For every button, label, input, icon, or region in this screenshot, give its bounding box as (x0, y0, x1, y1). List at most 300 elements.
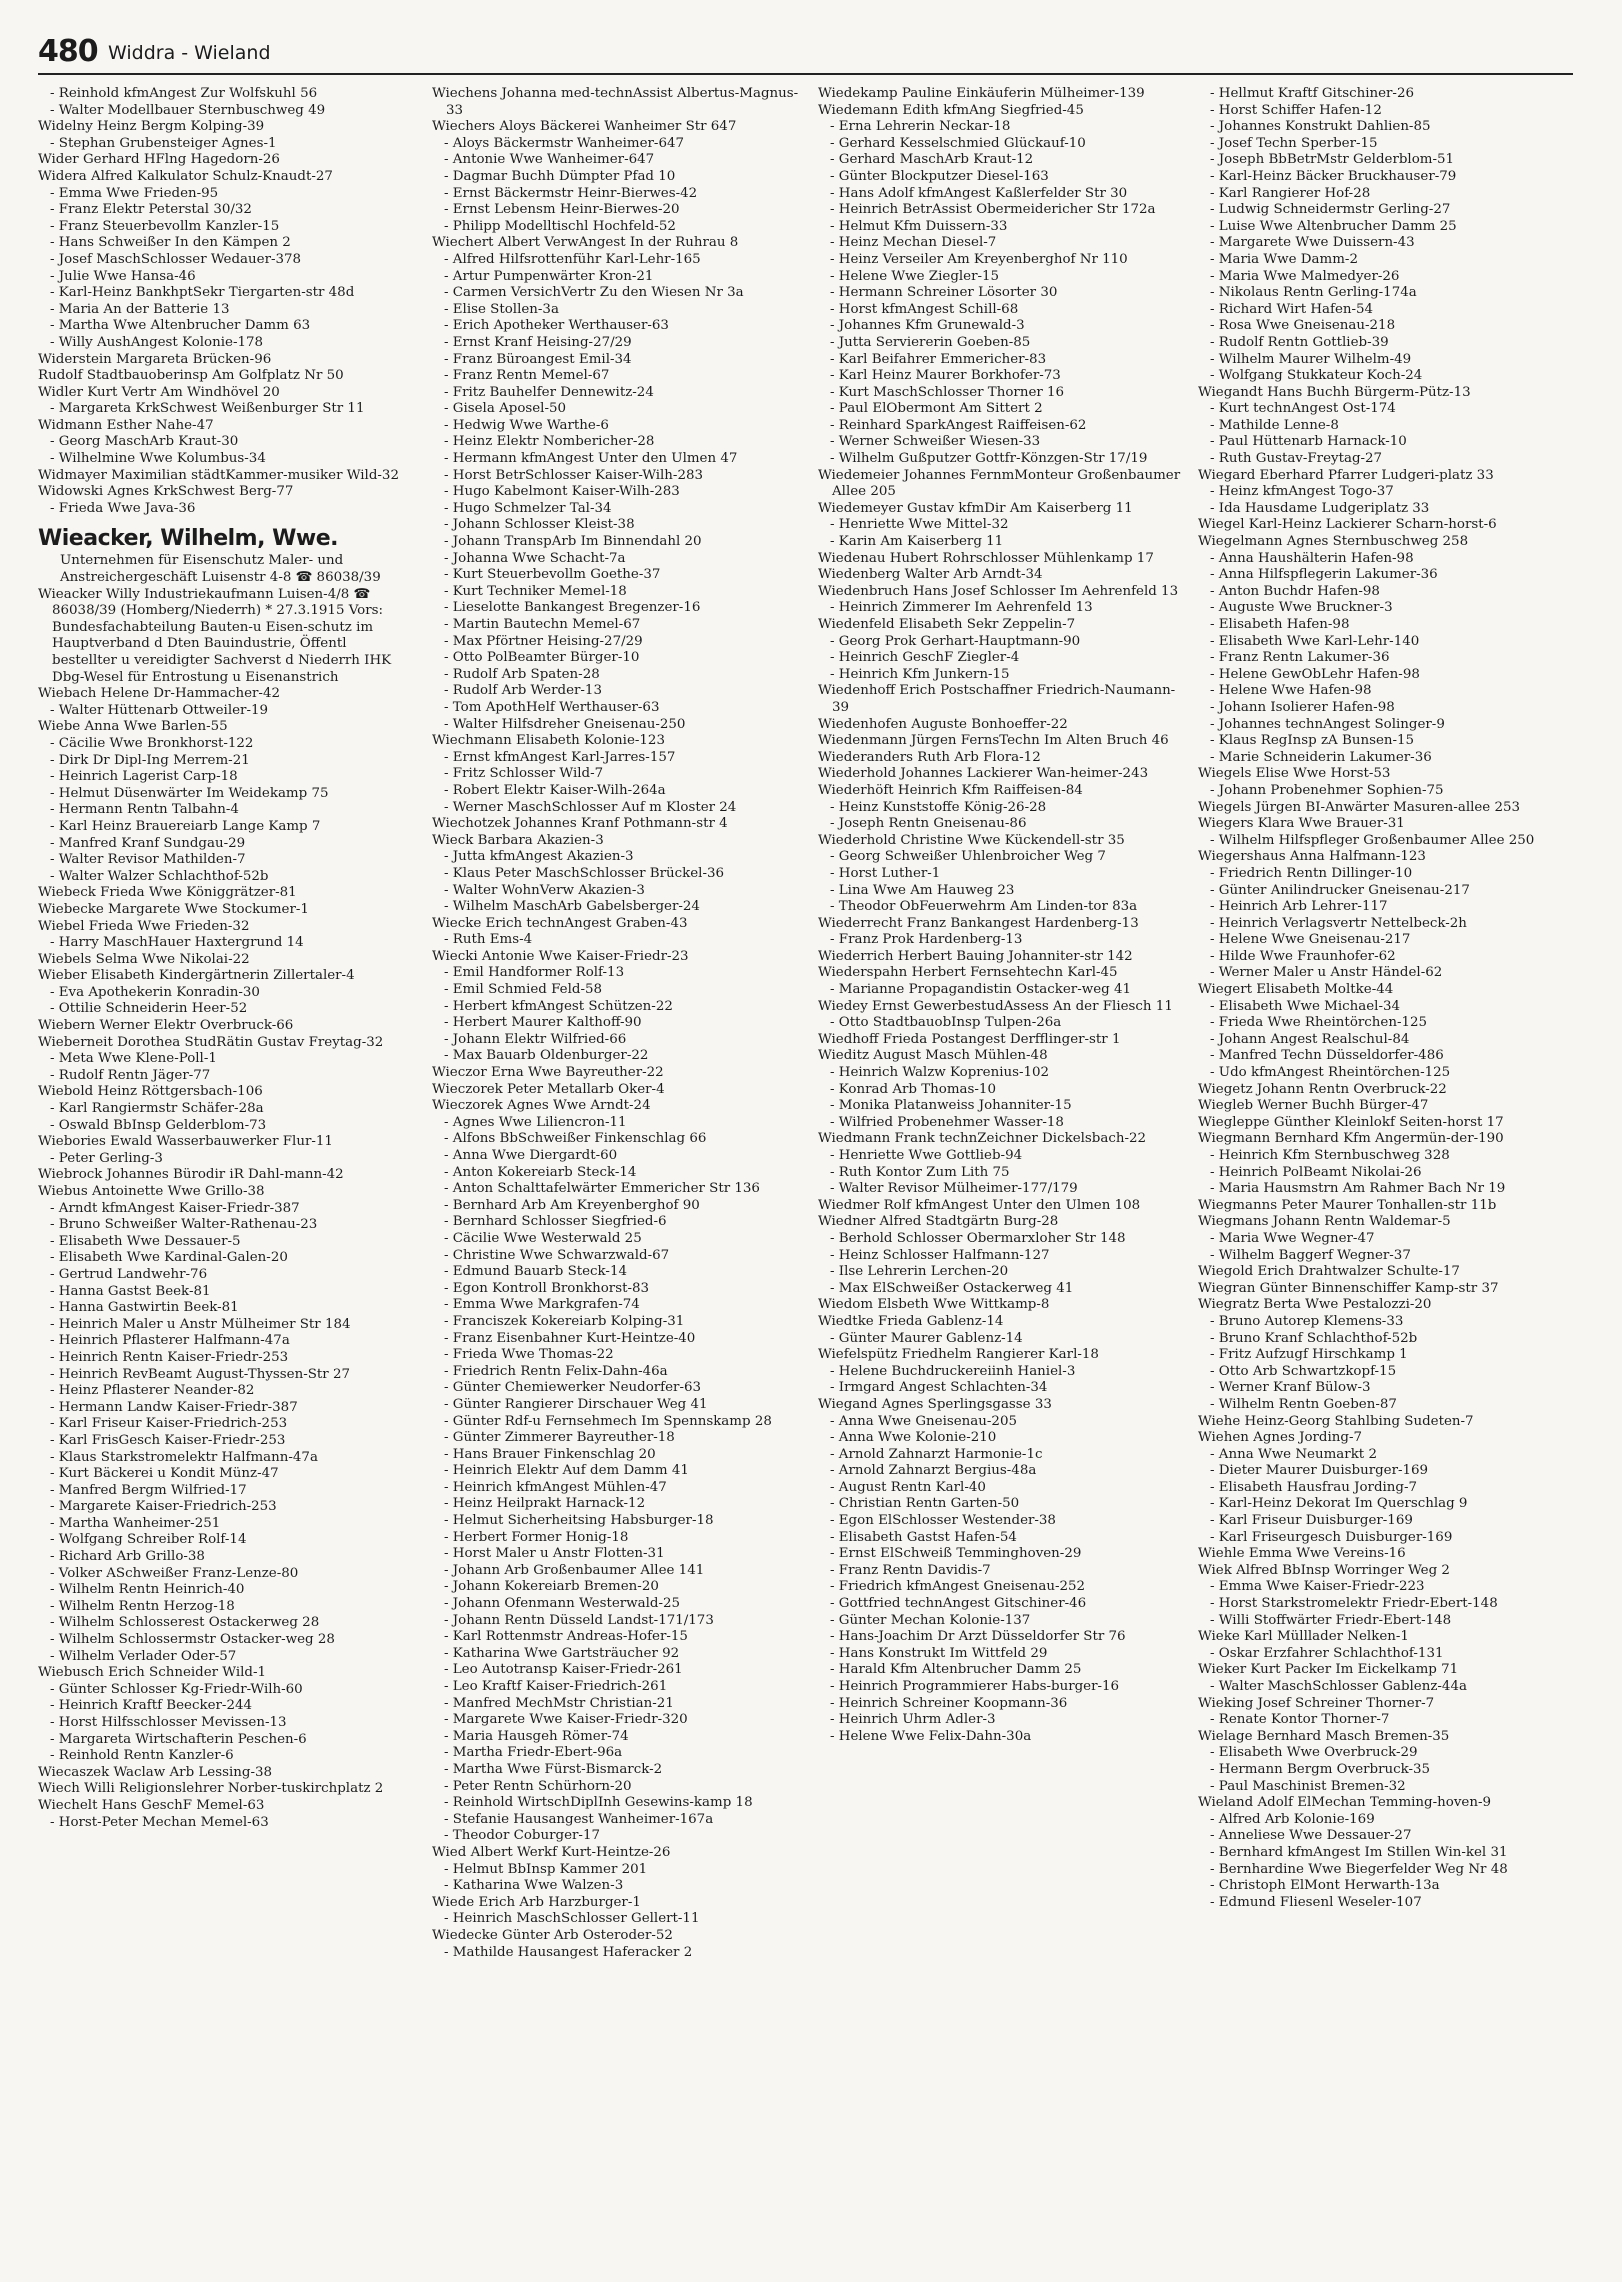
directory-entry: Wiederrich Herbert Bauing Johanniter-str 142 (818, 948, 1133, 964)
directory-entry: - Willy AushAngest Kolonie-178 (50, 334, 264, 350)
directory-entry: - Karl-Heinz Bäcker Bruckhauser-79 (1210, 168, 1457, 184)
directory-entry: - Martha Friedr-Ebert-96a (444, 1745, 623, 1761)
directory-entry: Wiederanders Ruth Arb Flora-12 (818, 749, 1041, 765)
directory-entry: - Leo Kraftf Kaiser-Friedrich-261 (444, 1679, 668, 1694)
directory-entry: Wiecki Antonie Wwe Kaiser-Friedr-23 (432, 948, 689, 964)
directory-entry: - Margarete Wwe Duissern-43 (1210, 235, 1415, 251)
directory-entry: - Heinz Elektr Nombericher-28 (444, 434, 655, 450)
directory-entry: - Dirk Dr Dipl-Ing Merrem-21 (50, 752, 250, 768)
directory-entry: - Gerhard MaschArb Kraut-12 (830, 152, 1034, 168)
directory-entry: - Klaus Peter MaschSchlosser Brückel-36 (444, 865, 725, 881)
directory-entry: - Auguste Wwe Bruckner-3 (1210, 600, 1393, 616)
directory-entry: - Walter Revisor Mülheimer-177/179 (830, 1181, 1078, 1197)
directory-entry: - Rudolf Arb Spaten-28 (444, 666, 600, 682)
directory-entry: - Horst Schiffer Hafen-12 (1210, 102, 1382, 118)
directory-entry: - August Rentn Karl-40 (830, 1479, 986, 1495)
directory-entry: - Julie Wwe Hansa-46 (50, 268, 196, 284)
directory-entry: - Heinrich Elektr Auf dem Damm 41 (444, 1463, 689, 1479)
directory-entry: - Heinrich Kraftf Beecker-244 (50, 1698, 253, 1714)
directory-entry: Wiegershaus Anna Halfmann-123 (1198, 849, 1426, 865)
directory-entry: - Hanna Gastwirtin Beek-81 (50, 1300, 239, 1316)
directory-entry: - Rudolf Rentn Gottlieb-39 (1210, 334, 1389, 350)
directory-entry: Wiebus Antoinette Wwe Grillo-38 (38, 1184, 265, 1199)
directory-entry: - Herbert Maurer Kalthoff-90 (444, 1015, 642, 1031)
directory-entry: - Karl Friseur Kaiser-Friedrich-253 (50, 1416, 288, 1432)
directory-entry: - Johann Ofenmann Westerwald-25 (444, 1596, 681, 1612)
directory-entry: - Otto StadtbauobInsp Tulpen-26a (830, 1015, 1062, 1031)
directory-entry: - Karl Heinz Maurer Borkhofer-73 (830, 368, 1061, 384)
directory-entry: - Martin Bautechn Memel-67 (444, 617, 641, 632)
directory-entry: - Heinrich Uhrm Adler-3 (830, 1712, 996, 1728)
directory-entry: - Anton Buchdr Hafen-98 (1210, 583, 1380, 599)
directory-entry: - Paul Maschinist Bremen-32 (1210, 1778, 1406, 1794)
directory-entry: Wiedenfeld Elisabeth Sekr Zeppelin-7 (818, 617, 1076, 632)
directory-entry: - Anton Schalttafelwärter Emmericher Str 136 (444, 1181, 760, 1197)
directory-entry: - Wilhelm Baggerf Wegner-37 (1210, 1247, 1411, 1263)
directory-entry: - Otto PolBeamter Bürger-10 (444, 650, 640, 666)
directory-entry: Wiegers Klara Wwe Brauer-31 (1198, 816, 1405, 832)
directory-entry: - Franz Rentn Lakumer-36 (1210, 650, 1390, 666)
directory-entry: - Erna Lehrerin Neckar-18 (830, 119, 1011, 135)
directory-entry: - Hans Adolf kfmAngest Kaßlerfelder Str 30 (830, 185, 1128, 201)
directory-entry: - Rosa Wwe Gneisenau-218 (1210, 318, 1396, 334)
directory-entry: Wiegratz Berta Wwe Pestalozzi-20 (1198, 1297, 1432, 1313)
directory-entry: - Günter Rangierer Dirschauer Weg 41 (444, 1396, 708, 1412)
directory-entry: - Hanna Gastst Beek-81 (50, 1283, 211, 1299)
directory-entry: - Franz Rentn Memel-67 (444, 368, 610, 384)
directory-entry: - Wilhelm MaschArb Gabelsberger-24 (444, 899, 700, 915)
directory-entry: - Johann TranspArb Im Binnendahl 20 (444, 534, 702, 550)
directory-entry: - Horst Maler u Anstr Flotten-31 (444, 1546, 665, 1562)
directory-entry: - Christian Rentn Garten-50 (830, 1496, 1020, 1512)
directory-entry: - Heinrich MaschSchlosser Gellert-11 (444, 1911, 700, 1927)
directory-entry: - Peter Gerling-3 (50, 1150, 163, 1166)
directory-entry: - Kurt Bäckerei u Kondit Münz-47 (50, 1466, 279, 1482)
directory-entry: Wiede Erich Arb Harzburger-1 (432, 1894, 641, 1910)
directory-entry: - Horst BetrSchlosser Kaiser-Wilh-283 (444, 467, 704, 483)
directory-entry: - Heinrich RevBeamt August-Thyssen-Str 27 (50, 1366, 350, 1382)
directory-entry: Wiegand Agnes Sperlingsgasse 33 (818, 1396, 1052, 1412)
directory-entry: - Gottfried technAngest Gitschiner-46 (830, 1596, 1087, 1612)
directory-entry: - Bruno Autorep Klemens-33 (1210, 1313, 1404, 1329)
directory-entry: - Marianne Propagandistin Ostacker-weg 41 (830, 982, 1131, 998)
directory-entry: Wiedemeyer Gustav kfmDir Am Kaiserberg 11 (818, 500, 1133, 516)
directory-entry: - Anneliese Wwe Dessauer-27 (1210, 1828, 1412, 1844)
directory-entry: - Helmut Kfm Duissern-33 (830, 218, 1008, 234)
directory-entry: Wiedenberg Walter Arb Arndt-34 (818, 567, 1043, 583)
directory-entry: - Volker ASchweißer Franz-Lenze-80 (50, 1565, 299, 1581)
directory-entry: Wiegmann Bernhard Kfm Angermün-der-190 (1198, 1131, 1504, 1147)
directory-entry: - Tom ApothHelf Werthauser-63 (444, 699, 660, 715)
directory-entry: - Klaus RegInsp zA Bunsen-15 (1210, 733, 1415, 749)
directory-entry: Wiechelt Hans GeschF Memel-63 (38, 1797, 265, 1813)
directory-entry: - Manfred Bergm Wilfried-17 (50, 1482, 247, 1498)
directory-entry: - Monika Platanweiss Johanniter-15 (830, 1098, 1072, 1114)
directory-entry: Wider Gerhard HFlng Hagedorn-26 (38, 152, 280, 168)
directory-entry: - Kurt Techniker Memel-18 (444, 583, 627, 599)
directory-entry: Wiebach Helene Dr-Hammacher-42 (38, 686, 280, 702)
directory-entry: Wiedecke Günter Arb Osteroder-52 (432, 1927, 673, 1943)
directory-entry: - Aloys Bäckermstr Wanheimer-647 (444, 135, 685, 151)
directory-entry: - Frieda Wwe Rheintörchen-125 (1210, 1015, 1428, 1031)
directory-entry: Wiedtke Frieda Gablenz-14 (818, 1313, 1004, 1329)
directory-entry: - Kurt Steuerbevollm Goethe-37 (444, 567, 661, 583)
directory-entry: - Paul Hüttenarb Harnack-10 (1210, 434, 1407, 450)
directory-entry: - Josef Techn Sperber-15 (1210, 135, 1378, 151)
directory-entry: - Anna Hilfspflegerin Lakumer-36 (1210, 567, 1438, 583)
directory-entry: - Walter Modellbauer Sternbuschweg 49 (50, 102, 326, 118)
directory-entry: - Frieda Wwe Thomas-22 (444, 1347, 614, 1363)
directory-entry: - Wilhelm Maurer Wilhelm-49 (1210, 351, 1412, 367)
directory-entry: - Heinrich Rentn Kaiser-Friedr-253 (50, 1349, 289, 1365)
directory-entry: - Johann Elektr Wilfried-66 (444, 1031, 627, 1047)
directory-entry: - Günter Rdf-u Fernsehmech Im Spennskamp 28 (444, 1413, 772, 1429)
directory-entry: - Gertrud Landwehr-76 (50, 1266, 208, 1282)
directory-entry: Wiebusch Erich Schneider Wild-1 (38, 1665, 267, 1681)
directory-entry: Wiedenhoff Erich Postschaffner Friedrich-Naumann-39 (818, 683, 1176, 715)
directory-entry: Wieking Josef Schreiner Thorner-7 (1198, 1695, 1435, 1711)
directory-entry: - Meta Wwe Klene-Poll-1 (50, 1051, 217, 1067)
directory-entry: - Walter Revisor Mathilden-7 (50, 852, 246, 868)
directory-entry: - Lieselotte Bankangest Bregenzer-16 (444, 600, 701, 616)
directory-entry: - Margarete Kaiser-Friedrich-253 (50, 1499, 277, 1515)
directory-entry: - Edmund Bauarb Steck-14 (444, 1264, 627, 1280)
directory-entry: - Franz Rentn Davidis-7 (830, 1562, 991, 1578)
directory-entry: Wiech Willi Religionslehrer Norber-tuskirchplatz 2 (38, 1781, 384, 1797)
directory-entry: - Johann Isolierer Hafen-98 (1210, 699, 1395, 715)
directory-entry: - Elisabeth Wwe Karl-Lehr-140 (1210, 633, 1420, 649)
directory-entry: - Wolfgang Stukkateur Koch-24 (1210, 368, 1423, 384)
directory-entry: - Josef MaschSchlosser Wedauer-378 (50, 251, 302, 267)
directory-entry: - Wilhelm Schlosserest Ostackerweg 28 (50, 1615, 320, 1631)
directory-entry: Wiegels Jürgen BI-Anwärter Masuren-allee 253 (1198, 799, 1521, 815)
directory-entry: - Anna Wwe Diergardt-60 (444, 1148, 618, 1163)
directory-entry: - Ernst ElSchweiß Temminghoven-29 (830, 1546, 1082, 1562)
directory-entry: - Lina Wwe Am Hauweg 23 (830, 882, 1015, 898)
directory-entry: - Karl Friseurgesch Duisburger-169 (1210, 1529, 1453, 1545)
directory-entry: - Johanna Wwe Schacht-7a (444, 550, 626, 566)
directory-entry: - Walter Walzer Schlachthof-52b (50, 868, 269, 884)
directory-entry: - Heinrich GeschF Ziegler-4 (830, 650, 1020, 666)
page-header (38, 34, 1573, 74)
directory-entry: - Ottilie Schneiderin Heer-52 (50, 1001, 248, 1017)
directory-entry: Wiebories Ewald Wasserbauwerker Flur-11 (38, 1134, 333, 1150)
directory-entry: - Maria Wwe Damm-2 (1210, 251, 1358, 267)
directory-entry: - Johann Probenehmer Sophien-75 (1210, 782, 1444, 798)
directory-entry: - Johann Angest Realschul-84 (1210, 1031, 1410, 1047)
directory-entry: - Günter Schlosser Kg-Friedr-Wilh-60 (50, 1681, 303, 1697)
directory-entry: - Karl Heinz Brauereiarb Lange Kamp 7 (50, 818, 321, 834)
directory-entry: - Antonie Wwe Wanheimer-647 (444, 152, 655, 168)
directory-entry: Wiecke Erich technAngest Graben-43 (432, 915, 688, 931)
directory-entry: - Heinrich Programmierer Habs-burger-16 (830, 1679, 1120, 1694)
directory-entry: - Harald Kfm Altenbrucher Damm 25 (830, 1662, 1082, 1678)
directory-entry: - Manfred Kranf Sundgau-29 (50, 835, 246, 851)
directory-entry: - Franz Elektr Peterstal 30/32 (50, 202, 252, 218)
directory-entry: - Fritz Schlosser Wild-7 (444, 766, 604, 782)
directory-entry: - Elisabeth Wwe Michael-34 (1210, 998, 1401, 1014)
directory-entry: Wiechert Albert VerwAngest In der Ruhrau 8 (432, 235, 739, 251)
directory-entry: - Helmut BbInsp Kammer 201 (444, 1861, 648, 1877)
directory-entry: - Paul ElObermont Am Sittert 2 (830, 401, 1043, 417)
directory-entry: - Bernhardine Wwe Biegerfelder Weg Nr 48 (1210, 1861, 1508, 1877)
directory-entry: Wieczor Erna Wwe Bayreuther-22 (432, 1065, 664, 1081)
directory-entry: - Johannes Kfm Grunewald-3 (830, 318, 1025, 334)
directory-entry: Wiedemeier Johannes FernmMonteur Großenbaumer Allee 205 (818, 467, 1181, 500)
directory-entry: - Margareta Wirtschafterin Peschen-6 (50, 1731, 307, 1747)
directory-entry: Wiederrecht Franz Bankangest Hardenberg-13 (818, 915, 1139, 931)
directory-entry: - Joseph BbBetrMstr Gelderblom-51 (1210, 152, 1455, 168)
directory-entry: - Arnold Zahnarzt Harmonie-1c (830, 1446, 1043, 1462)
directory-entry: - Horst Hilfsschlosser Mevissen-13 (50, 1715, 287, 1730)
directory-entry: - Wilhelm Rentn Goeben-87 (1210, 1396, 1397, 1412)
directory-entry: - Wilhelm Gußputzer Gottfr-Könzgen-Str 17/19 (830, 451, 1148, 467)
directory-entry: Wiegetz Johann Rentn Overbruck-22 (1198, 1081, 1447, 1097)
directory-entry: - Eva Apothekerin Konradin-30 (50, 984, 260, 1000)
directory-entry: - Dagmar Buchh Dümpter Pfad 10 (444, 168, 676, 184)
directory-entry: - Artur Pumpenwärter Kron-21 (444, 268, 654, 284)
directory-entry: - Günter Blockputzer Diesel-163 (830, 168, 1049, 184)
directory-entry: Wiedner Alfred Stadtgärtn Burg-28 (818, 1214, 1059, 1230)
directory-entry: - Heinrich Zimmerer Im Aehrenfeld 13 (830, 600, 1093, 616)
directory-entry: - Helene Buchdruckereiinh Haniel-3 (830, 1363, 1076, 1379)
directory-entry: - Horst Starkstromelektr Friedr-Ebert-148 (1210, 1596, 1498, 1612)
directory-entry: Wieczorek Agnes Wwe Arndt-24 (432, 1098, 651, 1114)
directory-entry: - Ernst Lebensm Heinr-Bierwes-20 (444, 202, 680, 218)
directory-entry: - Hellmut Kraftf Gitschiner-26 (1210, 86, 1414, 101)
directory-entry: - Franz Eisenbahner Kurt-Heintze-40 (444, 1330, 696, 1346)
directory-entry: - Werner Kranf Bülow-3 (1210, 1380, 1371, 1396)
directory-entry: - Werner MaschSchlosser Auf m Kloster 24 (444, 799, 737, 815)
directory-entry: - Werner Maler u Anstr Händel-62 (1210, 965, 1443, 981)
directory-entry: - Herbert Former Honig-18 (444, 1529, 629, 1545)
directory-entry: Rudolf Stadtbauoberinsp Am Golfplatz Nr 50 (38, 368, 344, 384)
directory-entry: Widerstein Margareta Brücken-96 (38, 351, 272, 367)
directory-entry: - Cäcilie Wwe Westerwald 25 (444, 1230, 642, 1246)
directory-entry: Wiechers Aloys Bäckerei Wanheimer Str 647 (432, 119, 737, 135)
directory-entry: - Franz Büroangest Emil-34 (444, 351, 632, 367)
directory-entry: - Marie Schneiderin Lakumer-36 (1210, 749, 1432, 765)
directory-entry: - Luise Wwe Altenbrucher Damm 25 (1210, 218, 1457, 234)
directory-entry: - Ida Hausdame Ludgeriplatz 33 (1210, 500, 1430, 516)
directory-entry: Wiegandt Hans Buchh Bürgerm-Pütz-13 (1198, 384, 1471, 400)
directory-entry: Wiefelspütz Friedhelm Rangierer Karl-18 (818, 1347, 1099, 1363)
directory-entry: - Anna Haushälterin Hafen-98 (1210, 550, 1414, 566)
directory-entry: Wiedom Elsbeth Wwe Wittkamp-8 (818, 1297, 1050, 1313)
directory-entry: - Karl Friseur Duisburger-169 (1210, 1513, 1413, 1529)
header-divider (38, 73, 1573, 75)
directory-entry: - Heinrich Kfm Sternbuschweg 328 (1210, 1148, 1450, 1163)
directory-entry: - Henriette Wwe Gottlieb-94 (830, 1148, 1023, 1163)
directory-entry: Widelny Heinz Bergm Kolping-39 (38, 119, 265, 135)
directory-entry: Widowski Agnes KrkSchwest Berg-77 (38, 484, 294, 500)
directory-entry: - Max Bauarb Oldenburger-22 (444, 1048, 649, 1064)
directory-entry: Widmayer Maximilian städtKammer-musiker Wild-32 (38, 467, 399, 483)
directory-entry: - Johannes Konstrukt Dahlien-85 (1210, 119, 1431, 135)
directory-entry: Wiebecke Margarete Wwe Stockumer-1 (38, 901, 309, 917)
directory-column-3 (818, 86, 1190, 2266)
directory-entry: - Alfred Arb Kolonie-169 (1210, 1811, 1375, 1827)
directory-entry: Wieacker, Wilhelm, Wwe. (38, 526, 338, 552)
directory-entry: - Maria Hausgeh Römer-74 (444, 1728, 629, 1744)
directory-entry: Wiebold Heinz Röttgersbach-106 (38, 1084, 263, 1100)
directory-entry: - Alfons BbSchweißer Finkenschlag 66 (444, 1131, 707, 1147)
directory-entry: - Harry MaschHauer Haxtergrund 14 (50, 935, 304, 951)
directory-entry: - Fritz Bauhelfer Dennewitz-24 (444, 384, 654, 400)
directory-entry: Wieacker Willy Industriekaufmann Luisen-4/8 ☎ 86038/39 (Homberg/Niederrh) * 27.3.1915 Vors: Bundesfachabteilung Bauten-u Eisen-schutz im Hauptverband d Dten Bauindustrie, Öffentl bestellter u vereidigter Sachverst d Niederrh IHK Dbg-Wesel für Entrostung u Eisenanstrich (38, 586, 392, 685)
directory-entry: - Georg Prok Gerhart-Hauptmann-90 (830, 633, 1081, 649)
directory-entry: - Franz Steuerbevollm Kanzler-15 (50, 218, 280, 234)
directory-entry: - Karl-Heinz BankhptSekr Tiergarten-str 48d (50, 285, 355, 301)
directory-entry: - Berhold Schlosser Obermarxloher Str 148 (830, 1230, 1126, 1246)
directory-entry: - Elisabeth Hafen-98 (1210, 617, 1350, 632)
directory-entry: Wiedemann Edith kfmAng Siegfried-45 (818, 102, 1084, 118)
directory-entry: - Heinrich Walzw Koprenius-102 (830, 1065, 1050, 1081)
directory-entry: - Theodor ObFeuerwehrm Am Linden-tor 83a (830, 899, 1138, 915)
directory-entry: Wiedey Ernst GewerbestudAssess An der Fliesch 11 (818, 998, 1173, 1014)
directory-entry: Wiegmans Johann Rentn Waldemar-5 (1198, 1214, 1451, 1230)
directory-entry: - Johannes technAngest Solinger-9 (1210, 716, 1445, 732)
directory-entry: - Helmut Sicherheitsing Habsburger-18 (444, 1513, 714, 1529)
directory-entry: Wiegard Eberhard Pfarrer Ludgeri-platz 33 (1198, 467, 1494, 483)
directory-entry: - Heinrich PolBeamt Nikolai-26 (1210, 1164, 1422, 1180)
directory-entry: Wiek Alfred BbInsp Worringer Weg 2 (1198, 1562, 1450, 1578)
directory-entry: - Katharina Wwe Walzen-3 (444, 1878, 624, 1894)
directory-entry: - Martha Wwe Fürst-Bismarck-2 (444, 1761, 663, 1777)
directory-entry: - Maria An der Batterie 13 (50, 301, 230, 317)
directory-entry: - Richard Wirt Hafen-54 (1210, 301, 1374, 317)
directory-entry: - Bruno Kranf Schlachthof-52b (1210, 1330, 1418, 1346)
directory-entry: Wiedenbruch Hans Josef Schlosser Im Aehrenfeld 13 (818, 583, 1179, 599)
directory-entry: - Johann Schlosser Kleist-38 (444, 517, 635, 533)
directory-entry: Wiegmanns Peter Maurer Tonhallen-str 11b (1198, 1197, 1497, 1213)
directory-entry: - Helmut Düsenwärter Im Weidekamp 75 (50, 785, 329, 801)
page-range-title: Widdra - Wieland (108, 42, 271, 64)
directory-entry: - Bruno Schweißer Walter-Rathenau-23 (50, 1217, 318, 1233)
directory-entry: Wiegleppe Günther Kleinlokf Seiten-horst 17 (1198, 1114, 1504, 1130)
directory-entry: - Günter Mechan Kolonie-137 (830, 1612, 1031, 1628)
directory-entry: Wieker Kurt Packer Im Eickelkamp 71 (1198, 1662, 1459, 1678)
directory-entry: - Jutta kfmAngest Akazien-3 (444, 849, 634, 865)
directory-entry: Wiebels Selma Wwe Nikolai-22 (38, 951, 250, 967)
directory-entry: - Heinrich Kfm Junkern-15 (830, 666, 1010, 682)
directory-entry: - Martha Wanheimer-251 (50, 1515, 221, 1531)
directory-entry: - Maria Hausmstrn Am Rahmer Bach Nr 19 (1210, 1181, 1506, 1197)
directory-entry: - Hedwig Wwe Warthe-6 (444, 417, 609, 433)
directory-entry: Wiedenmann Jürgen FernsTechn Im Alten Bruch 46 (818, 733, 1169, 749)
directory-entry: Wiedenau Hubert Rohrschlosser Mühlenkamp 17 (818, 550, 1154, 566)
directory-entry: Unternehmen für Eisenschutz Maler- und Anstreichergeschäft Luisenstr 4-8 ☎ 86038/39 (60, 553, 381, 586)
directory-entry: Widler Kurt Vertr Am Windhövel 20 (38, 384, 280, 400)
directory-entry: - Heinz Schlosser Halfmann-127 (830, 1247, 1050, 1263)
directory-entry: Wiederhold Christine Wwe Kückendell-str 35 (818, 832, 1125, 848)
directory-entry: - Hugo Schmelzer Tal-34 (444, 500, 612, 516)
directory-entry: - Joseph Rentn Gneisenau-86 (830, 816, 1027, 832)
directory-entry: - Anton Kokereiarb Steck-14 (444, 1164, 637, 1180)
directory-column-1 (38, 86, 410, 2266)
directory-entry: - Ernst Bäckermstr Heinr-Bierwes-42 (444, 185, 698, 201)
directory-entry: - Hugo Kabelmont Kaiser-Wilh-283 (444, 484, 680, 500)
directory-entry: - Emil Handformer Rolf-13 (444, 965, 625, 981)
directory-entry: - Christoph ElMont Herwarth-13a (1210, 1878, 1440, 1894)
directory-entry: - Hermann Rentn Talbahn-4 (50, 802, 239, 818)
directory-entry: - Heinz Pflasterer Neander-82 (50, 1383, 255, 1399)
directory-entry: Wiedekamp Pauline Einkäuferin Mülheimer-139 (818, 86, 1145, 101)
directory-entry: - Stephan Grubensteiger Agnes-1 (50, 135, 277, 151)
directory-entry: - Ruth Gustav-Freytag-27 (1210, 451, 1383, 467)
directory-entry: - Franz Prok Hardenberg-13 (830, 932, 1023, 948)
directory-entry: - Egon Kontroll Bronkhorst-83 (444, 1280, 650, 1296)
directory-entry: - Agnes Wwe Liliencron-11 (444, 1114, 627, 1130)
directory-entry: - Rudolf Rentn Jäger-77 (50, 1067, 211, 1083)
directory-entry: Wiechens Johanna med-technAssist Albertus-Magnus-33 (432, 86, 799, 118)
directory-entry: Wied Albert Werkf Kurt-Heintze-26 (432, 1844, 671, 1860)
directory-entry: - Johann Kokereiarb Bremen-20 (444, 1579, 659, 1595)
directory-entry: - Ruth Kontor Zum Lith 75 (830, 1164, 1010, 1180)
directory-entry: - Walter Hilfsdreher Gneisenau-250 (444, 716, 686, 732)
directory-entry: - Kurt MaschSchlosser Thorner 16 (830, 384, 1065, 400)
directory-entry: - Werner Schweißer Wiesen-33 (830, 434, 1041, 450)
directory-entry: - Georg MaschArb Kraut-30 (50, 434, 239, 450)
directory-entry: - Herbert kfmAngest Schützen-22 (444, 998, 673, 1014)
directory-entry: - Heinz Mechan Diesel-7 (830, 235, 997, 251)
directory-entry: - Emma Wwe Frieden-95 (50, 185, 219, 201)
directory-entry: - Alfred Hilfsrottenführ Karl-Lehr-165 (444, 251, 701, 267)
directory-entry: Wiehle Emma Wwe Vereins-16 (1198, 1546, 1406, 1562)
directory-column-4 (1198, 86, 1570, 2266)
directory-entry: - Hans-Joachim Dr Arzt Düsseldorfer Str 76 (830, 1629, 1126, 1645)
directory-entry: - Philipp Modelltischl Hochfeld-52 (444, 218, 676, 234)
directory-entry: - Bernhard kfmAngest Im Stillen Win-kel 31 (1210, 1844, 1508, 1860)
directory-entry: - Gerhard Kesselschmied Glückauf-10 (830, 135, 1086, 151)
directory-entry: Wiedmann Frank technZeichner Dickelsbach-22 (818, 1131, 1147, 1147)
directory-entry: - Ilse Lehrerin Lerchen-20 (830, 1264, 1009, 1280)
directory-entry: - Richard Arb Grillo-38 (50, 1549, 205, 1565)
directory-entry: - Emma Wwe Kaiser-Friedr-223 (1210, 1579, 1425, 1595)
directory-entry: - Wilfried Probenehmer Wasser-18 (830, 1114, 1064, 1130)
directory-entry: Wiederhold Johannes Lackierer Wan-heimer-243 (818, 766, 1149, 782)
directory-entry: Wieczorek Peter Metallarb Oker-4 (432, 1081, 665, 1097)
directory-entry: - Johann Rentn Düsseld Landst-171/173 (444, 1612, 714, 1628)
directory-entry: - Georg Schweißer Uhlenbroicher Weg 7 (830, 849, 1106, 865)
directory-entry: - Heinrich Pflasterer Halfmann-47a (50, 1333, 290, 1349)
directory-entry: - Karin Am Kaiserberg 11 (830, 534, 1004, 550)
directory-entry: - Heinz Heilprakt Harnack-12 (444, 1496, 646, 1512)
directory-entry: - Max Pförtner Heising-27/29 (444, 633, 643, 649)
directory-entry: - Helene Wwe Ziegler-15 (830, 268, 1000, 284)
directory-entry: - Henriette Wwe Mittel-32 (830, 517, 1009, 533)
directory-entry: - Gisela Aposel-50 (444, 401, 567, 417)
directory-entry: - Karl-Heinz Dekorat Im Querschlag 9 (1210, 1496, 1468, 1512)
directory-entry: - Margareta KrkSchwest Weißenburger Str 11 (50, 401, 365, 417)
directory-entry: - Katharina Wwe Gartsträucher 92 (444, 1645, 680, 1661)
directory-entry: Wiebrock Johannes Bürodir iR Dahl-mann-42 (38, 1167, 344, 1183)
directory-entry: - Elisabeth Wwe Dessauer-5 (50, 1233, 241, 1249)
directory-entry: - Karl Rangiermstr Schäfer-28a (50, 1101, 264, 1117)
directory-entry: - Karl Rottenmstr Andreas-Hofer-15 (444, 1629, 688, 1645)
directory-entry: - Friedrich Rentn Dillinger-10 (1210, 865, 1413, 881)
directory-entry: Wiehe Heinz-Georg Stahlbing Sudeten-7 (1198, 1413, 1474, 1429)
directory-entry: - Carmen VersichVertr Zu den Wiesen Nr 3a (444, 285, 744, 301)
directory-entry: - Heinz Verseiler Am Kreyenberghof Nr 110 (830, 251, 1128, 267)
directory-entry: - Reinhold WirtschDiplInh Gesewins-kamp 18 (444, 1795, 753, 1811)
directory-entry: Wiederhöft Heinrich Kfm Raiffeisen-84 (818, 782, 1083, 798)
directory-entry: - Jutta Serviererin Goeben-85 (830, 334, 1031, 350)
directory-entry: Wiedenhofen Auguste Bonhoeffer-22 (818, 716, 1068, 732)
directory-entry: Wiegels Elise Wwe Horst-53 (1198, 766, 1391, 782)
directory-entry: - Walter WohnVerw Akazien-3 (444, 882, 645, 898)
directory-entry: - Manfred Techn Düsseldorfer-486 (1210, 1048, 1444, 1064)
